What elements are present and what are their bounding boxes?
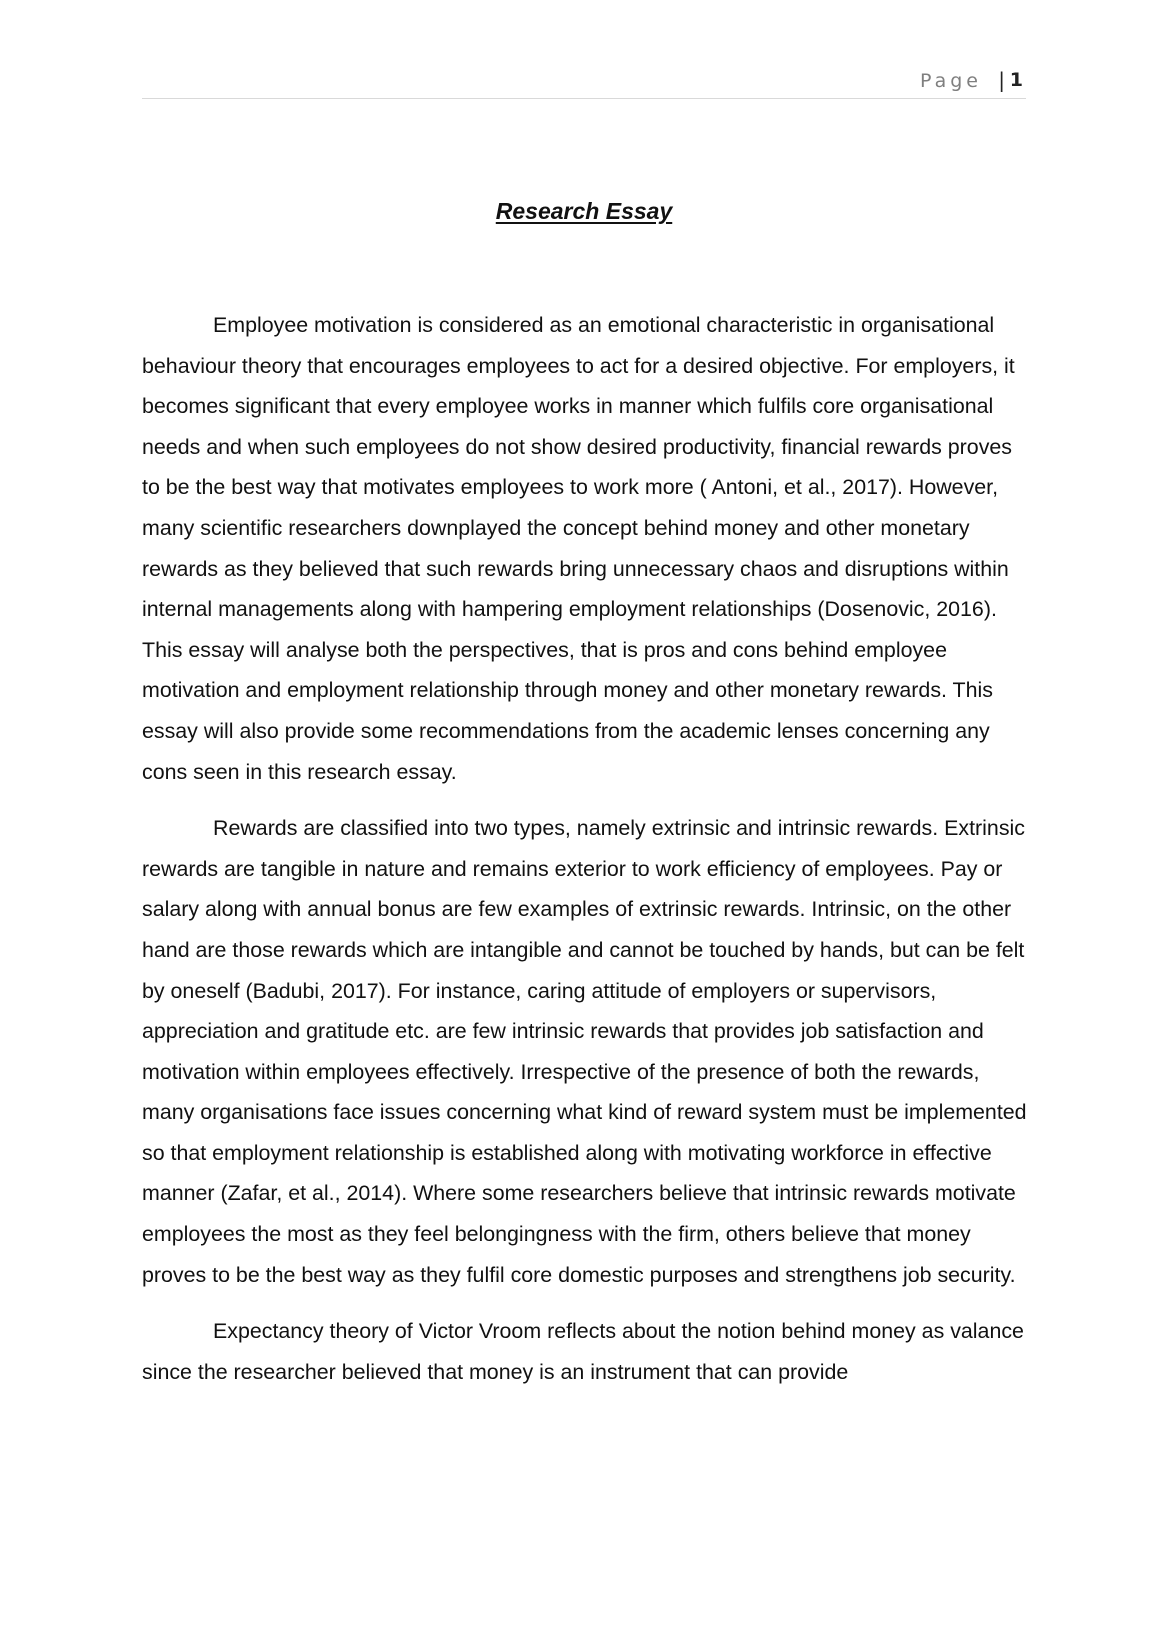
page-number: 1 [1009,69,1023,91]
page-header [142,66,1026,99]
header-separator: | [998,68,1005,92]
document-body [142,305,1034,1392]
paragraph-3: Expectancy theory of Victor Vroom reflects about the notion behind money as valance since the researcher believed that money is an instrument that can provide [142,1319,1024,1384]
paragraph-2: Rewards are classified into two types, namely extrinsic and intrinsic rewards. Extrinsic rewards are tangible in nature and remains exterior to work efficiency of employees. Pay or salary along with annual bonus are few examples of extrinsic rewards. Intrinsic, on the other hand are those rewards which are intangible and cannot be touched by hands, but can be felt by oneself (Badubi, 2017). For instance, caring attitude of employers or supervisors, appreciation and gratitude etc. are few intrinsic rewards that provides job satisfaction and motivation within employees effectively. Irrespective of the presence of both the rewards, many organisations face issues concerning what kind of reward system must be implemented so that employment relationship is established along with motivating workforce in effective manner (Zafar, et al., 2014). Where some researchers believe that intrinsic rewards motivate employees the most as they feel belongingness with the firm, others believe that money proves to be the best way as they fulfil core domestic purposes and strengthens job security. [142,816,1027,1287]
page-label: Page [920,70,982,92]
document-title: Research Essay [495,198,673,224]
paragraph-1: Employee motivation is considered as an emotional characteristic in organisational behaviour theory that encourages employees to act for a desired objective. For employers, it becomes significant that every employee works in manner which fulfils core organisational needs and when such employees do not show desired productivity, financial rewards proves to be the best way that motivates employees to work more ( Antoni, et al., 2017). However, many scientific researchers downplayed the concept behind money and other monetary rewards as they believed that such rewards bring unnecessary chaos and disruptions within internal managements along with hampering employment relationships (Dosenovic, 2016). This essay will analyse both the perspectives, that is pros and cons behind employee motivation and employment relationship through money and other monetary rewards. This essay will also provide some recommendations from the academic lenses concerning any cons seen in this research essay. [142,313,1015,784]
